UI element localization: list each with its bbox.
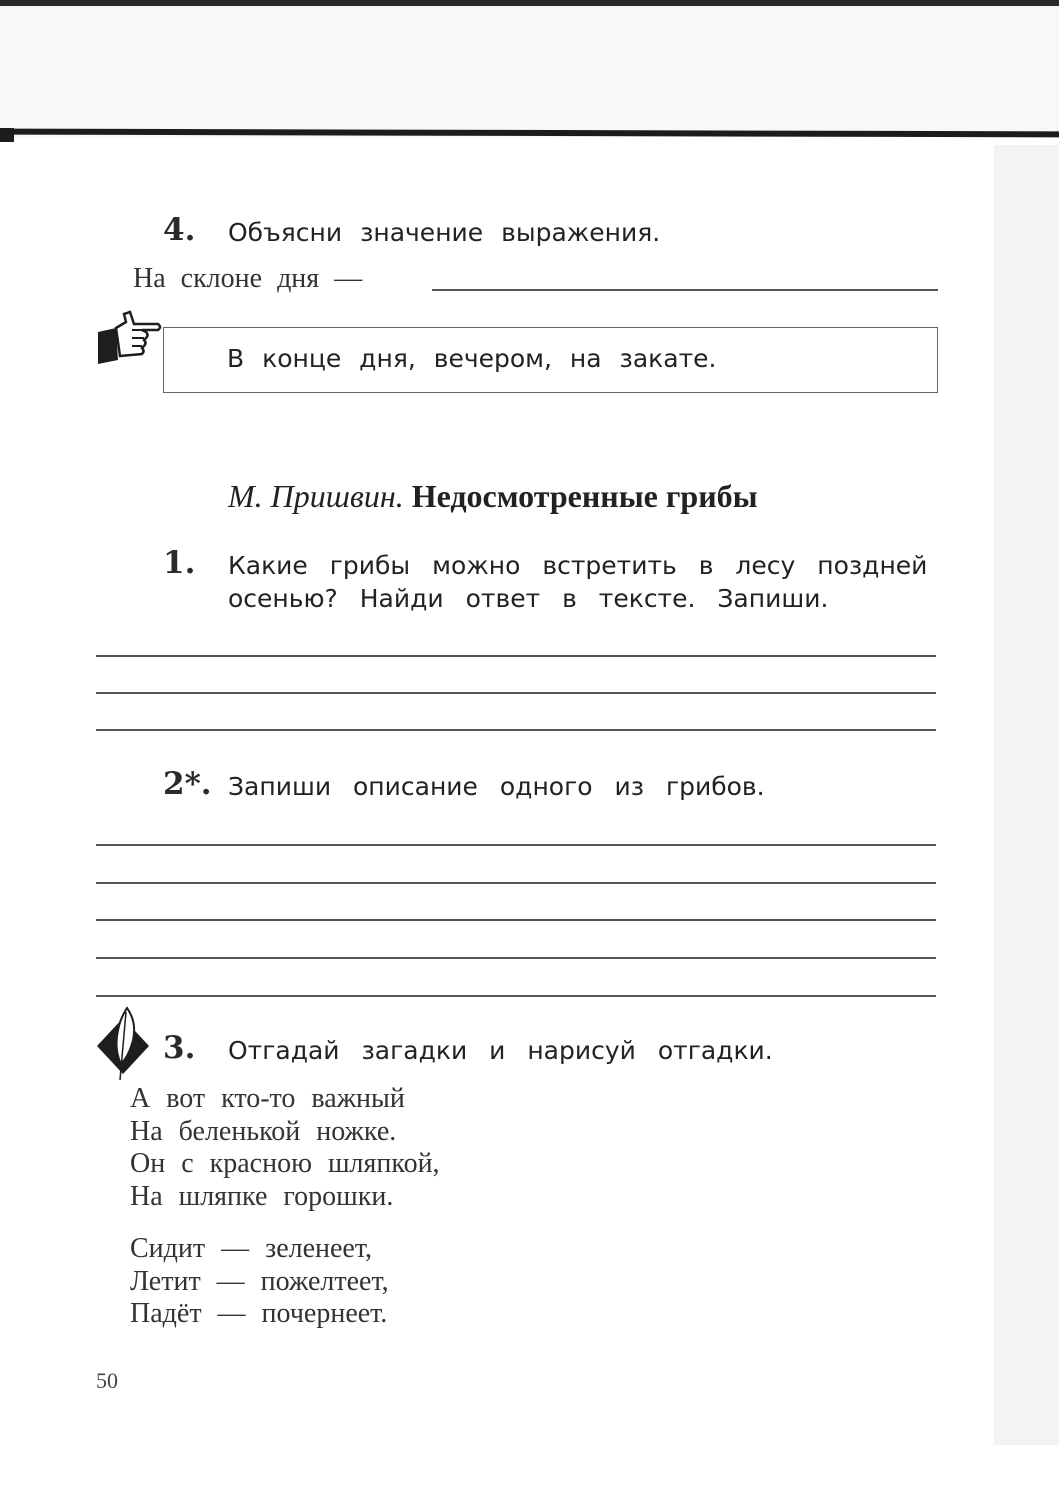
task-4-number: 4. xyxy=(163,212,196,248)
page-right-margin xyxy=(994,145,1059,1445)
story-name: Недосмотренные грибы xyxy=(411,478,758,514)
riddle-1 xyxy=(130,1083,440,1213)
task-2-answer-line-3[interactable] xyxy=(96,919,936,921)
task-2-answer-line-5[interactable] xyxy=(96,995,936,997)
task-1-answer-line-1[interactable] xyxy=(96,655,936,657)
task-4-phrase: На склоне дня — xyxy=(133,263,363,294)
page-number: 50 xyxy=(96,1368,118,1393)
riddle-1-line: А вот кто-то важный xyxy=(130,1083,405,1114)
task-4-answer-line[interactable] xyxy=(432,289,938,291)
scan-top-area xyxy=(0,0,1059,137)
task-2-number: 2*. xyxy=(163,766,212,802)
task-1-number: 1. xyxy=(163,545,196,581)
scan-top-border xyxy=(0,0,1059,6)
task-1-line-1: Какие грибы можно встретить в лесу поздней xyxy=(228,551,928,580)
task-2-answer-line-4[interactable] xyxy=(96,957,936,959)
task-2-answer-line-1[interactable] xyxy=(96,844,936,846)
riddle-1-line: На шляпке горошки. xyxy=(130,1180,394,1212)
task-1-line-2: осенью? Найди ответ в тексте. Запиши. xyxy=(228,584,829,613)
pointing-hand-icon xyxy=(96,310,162,366)
task-4-prompt: Объясни значение выражения. xyxy=(228,218,661,247)
story-title xyxy=(228,478,758,515)
riddle-1-line: Он с красною шляпкой, xyxy=(130,1148,440,1179)
feather-diamond-icon xyxy=(93,1006,153,1082)
task-2-answer-line-2[interactable] xyxy=(96,882,936,884)
riddle-2-line: Летит — пожелтеет, xyxy=(130,1265,389,1297)
riddle-2 xyxy=(130,1233,389,1331)
task-3-prompt: Отгадай загадки и нарисуй отгадки. xyxy=(228,1036,773,1065)
task-1-answer-line-3[interactable] xyxy=(96,729,936,731)
task-4-answer-text: В конце дня, вечером, на закате. xyxy=(227,344,717,373)
story-author: М. Пришвин. xyxy=(228,478,404,514)
task-2-prompt: Запиши описание одного из грибов. xyxy=(228,772,765,801)
task-1-answer-line-2[interactable] xyxy=(96,692,936,694)
task-3-number: 3. xyxy=(163,1030,196,1066)
riddle-2-line: Падёт — почернеет. xyxy=(130,1298,388,1329)
riddle-2-line: Сидит — зеленеет, xyxy=(130,1233,372,1264)
riddle-1-line: На беленькой ножке. xyxy=(130,1115,397,1147)
task-4-answer-box xyxy=(163,327,938,393)
